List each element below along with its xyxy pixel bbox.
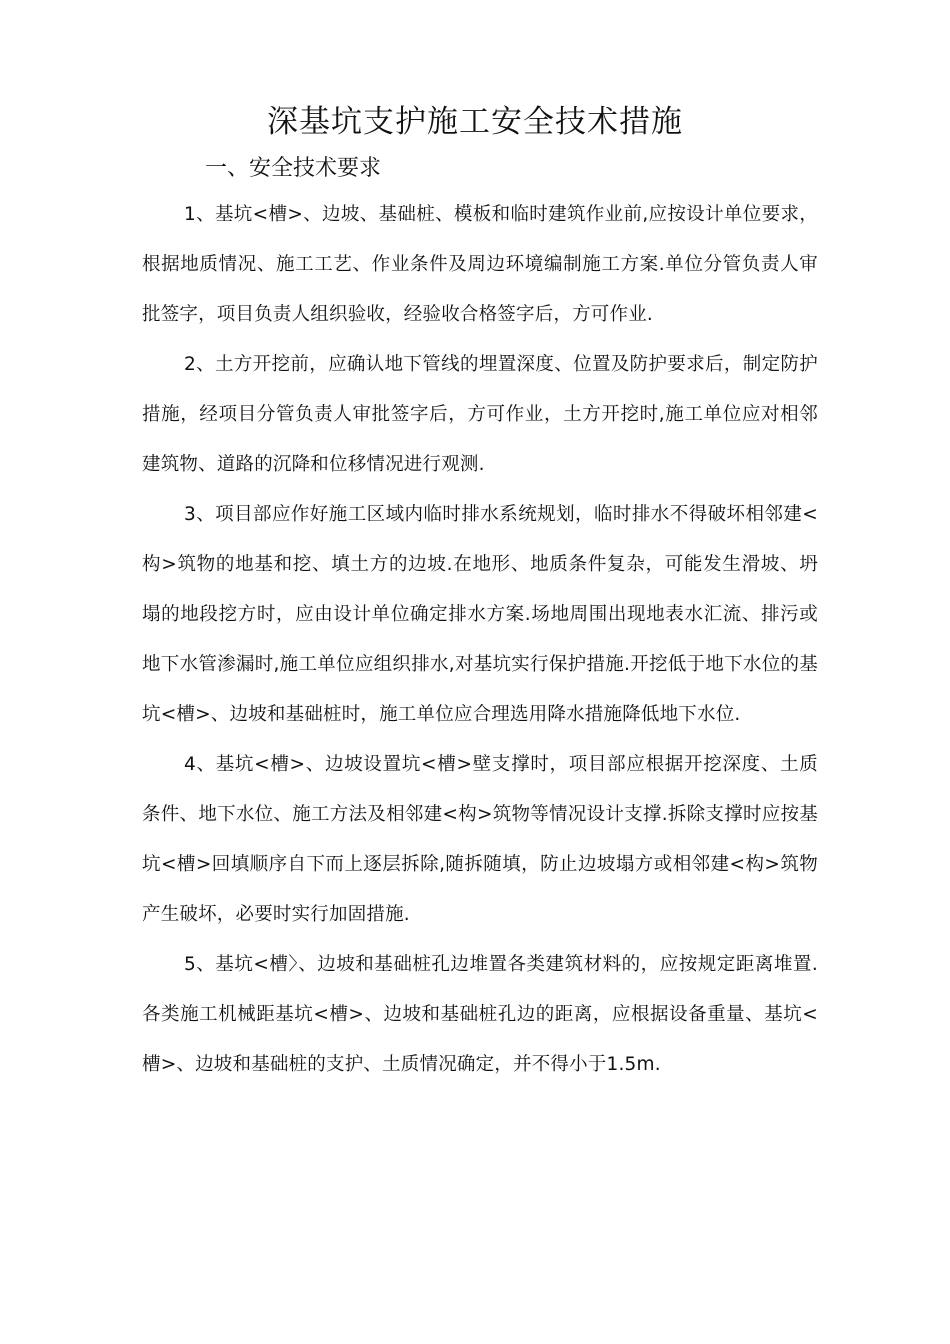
paragraph-3: 3、项目部应作好施工区域内临时排水系统规划，临时排水不得破坏相邻建<构>筑物的地基和挖、填土方的边坡.在地形、地质条件复杂，可能发生滑坡、坍塌的地段挖方时，应由设计单位确定排水方案.场地周围出现地表水汇流、排污或地下水管渗漏时,施工单位应组织排水,对基坑实行保护措施.开挖低于地下水位的基坑<槽>、边坡和基础桩时，施工单位应合理选用降水措施降低地下水位. (142, 504, 818, 725)
paragraph-4: 4、基坑<槽>、边坡设置坑<槽>壁支撑时，项目部应根据开挖深度、土质条件、地下水位、施工方法及相邻建<构>筑物等情况设计支撑.拆除支撑时应按基坑<槽>回填顺序自下而上逐层拆除,随拆随填，防止边坡塌方或相邻建<构>筑物产生破坏，必要时实行加固措施. (142, 754, 818, 925)
paragraph-1: 1、基坑<槽>、边坡、基础桩、模板和临时建筑作业前,应按设计单位要求，根据地质情况、施工工艺、作业条件及周边环境编制施工方案.单位分管负责人审批签字，项目负责人组织验收，经验收合格签字后，方可作业. (142, 204, 818, 325)
document-body (142, 190, 818, 1090)
section-heading: 一、安全技术要求 (205, 156, 382, 181)
paragraph-5: 5、基坑<槽〉、边坡和基础桩孔边堆置各类建筑材料的，应按规定距离堆置.各类施工机械距基坑<槽>、边坡和基础桩孔边的距离，应根据设备重量、基坑<槽>、边坡和基础桩的支护、土质情况确定，并不得小于1.5m. (142, 954, 818, 1075)
document-title: 深基坑支护施工安全技术措施 (267, 104, 683, 140)
paragraph-2: 2、土方开挖前，应确认地下管线的埋置深度、位置及防护要求后，制定防护措施，经项目分管负责人审批签字后，方可作业，土方开挖时,施工单位应对相邻建筑物、道路的沉降和位移情况进行观测. (142, 354, 818, 475)
